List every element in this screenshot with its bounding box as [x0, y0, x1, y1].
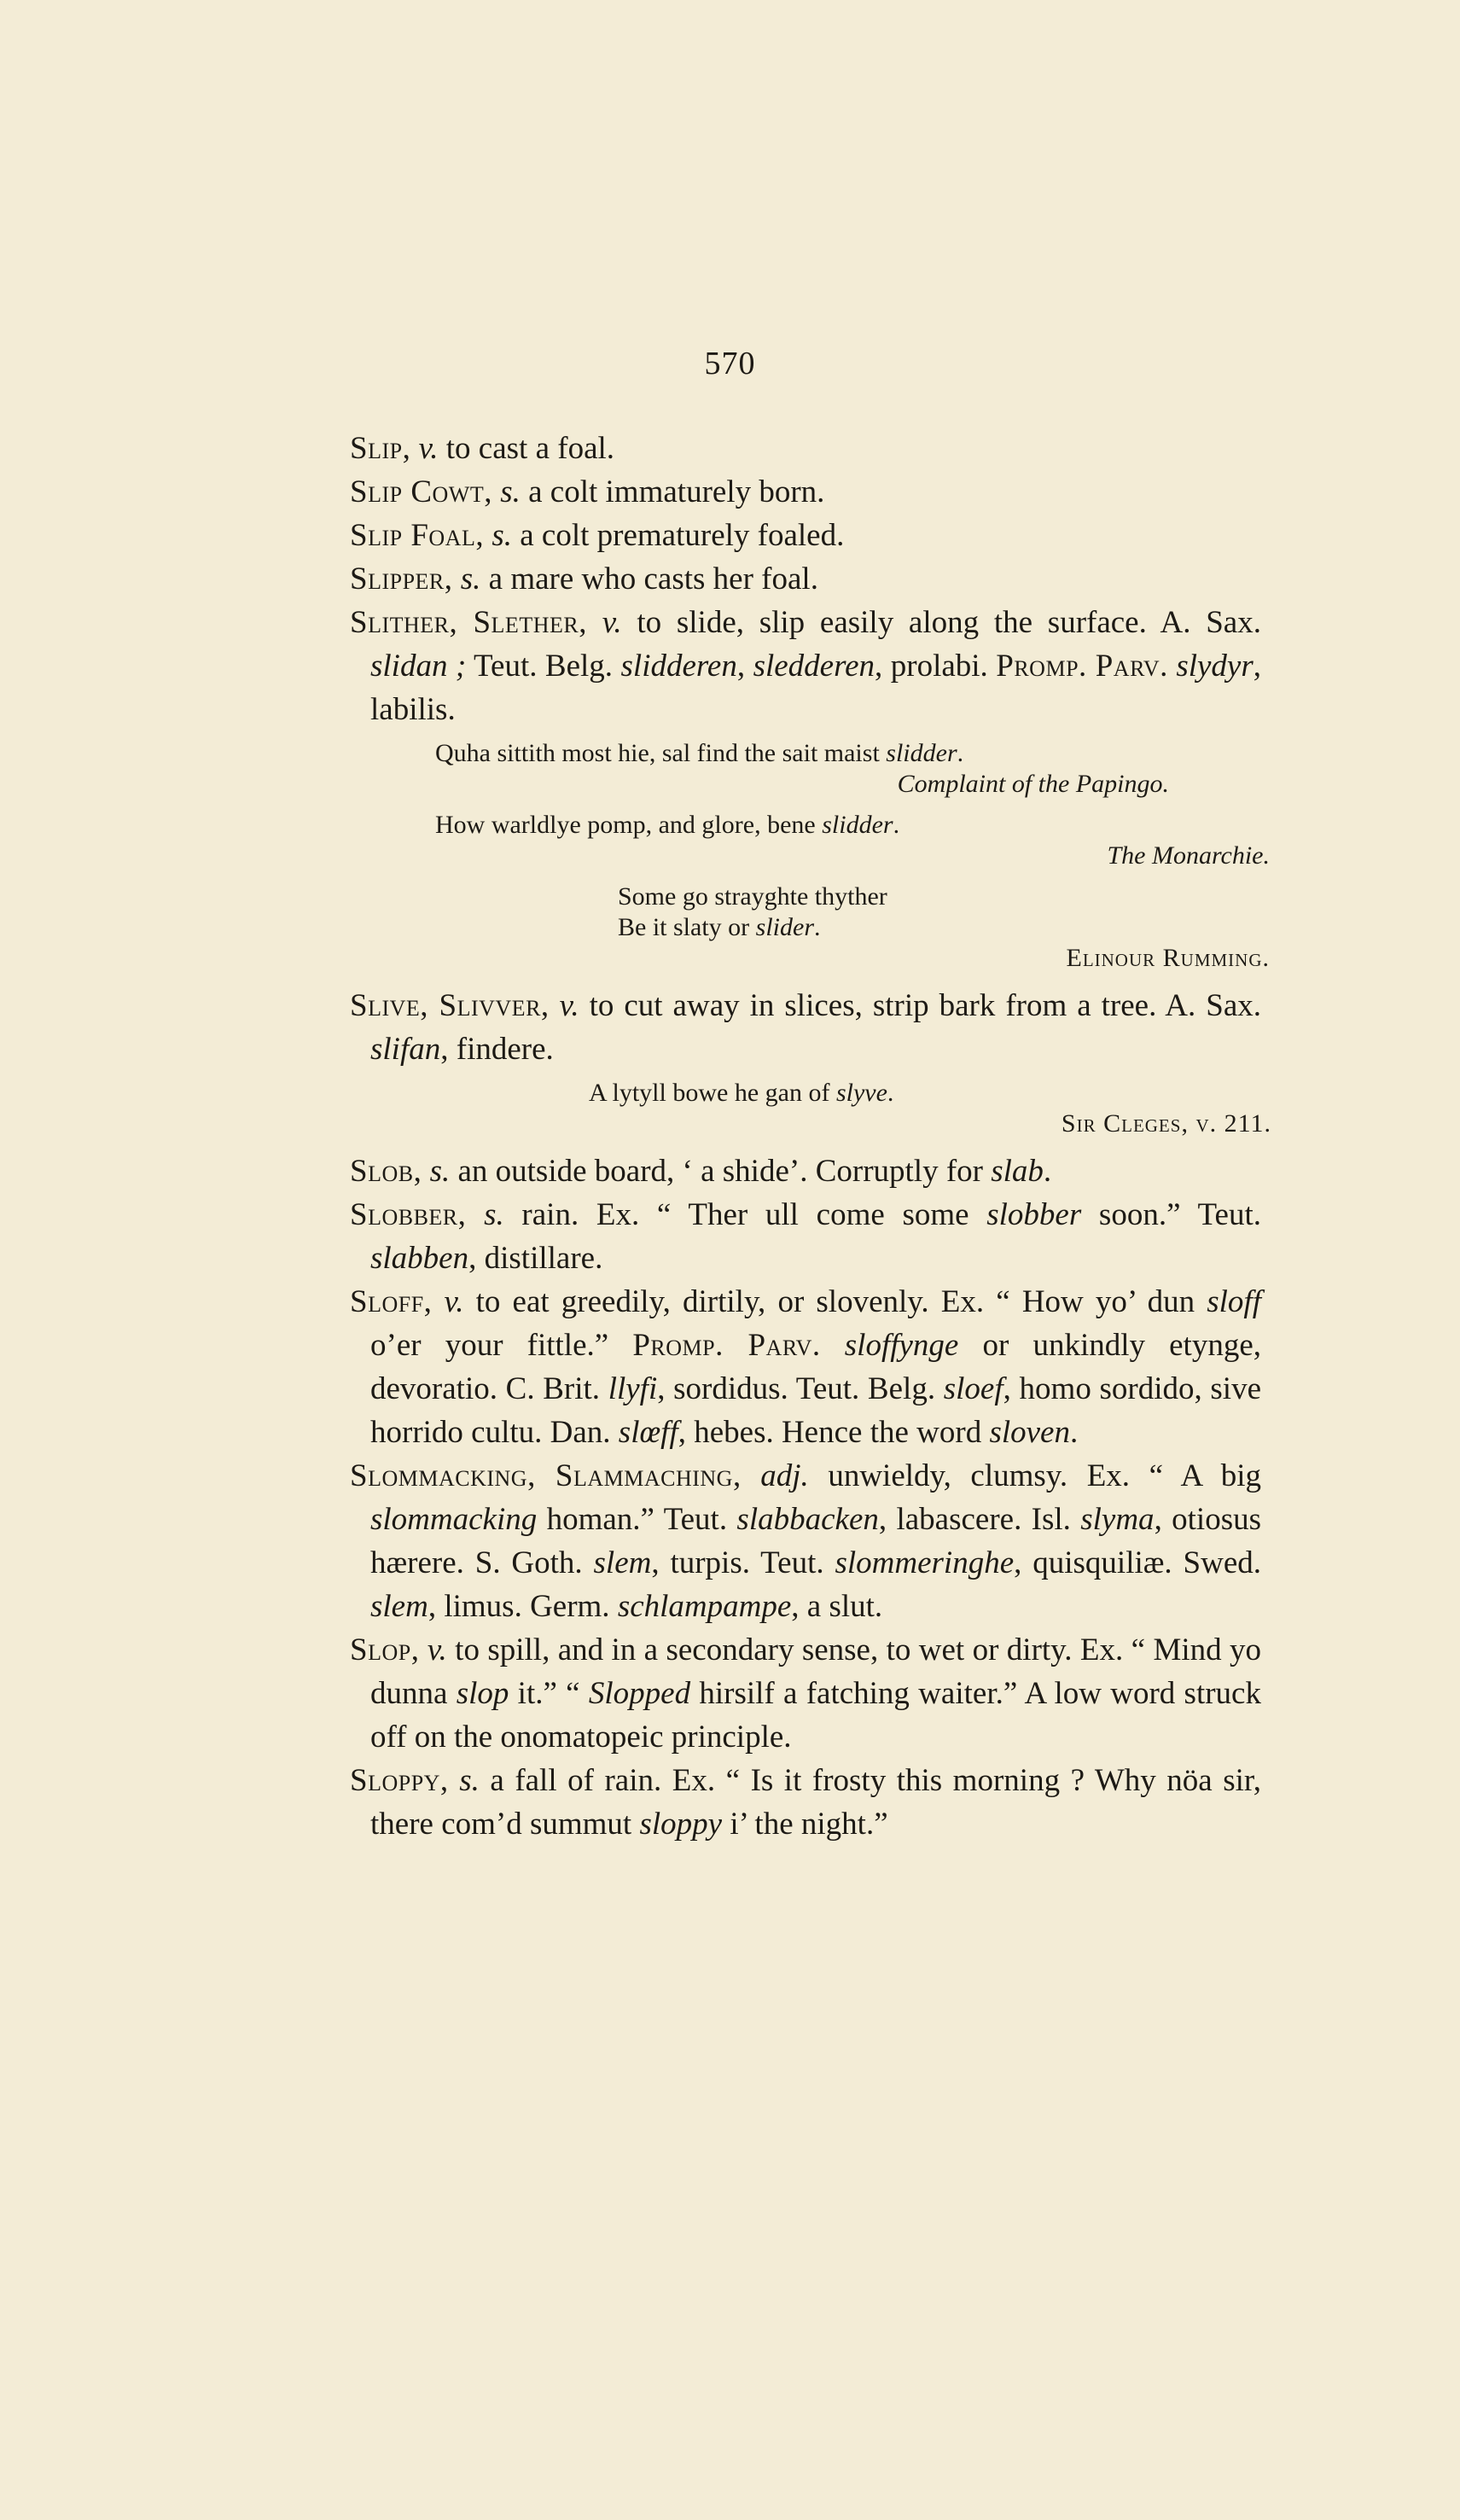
etymon: slab: [991, 1154, 1044, 1189]
quotation: [618, 882, 1270, 974]
entry-slip-foal: [350, 514, 1261, 557]
quotation-source: Complaint of the Papingo.: [897, 770, 1169, 798]
quotation-line: Quha sittith most hie, sal find the sait maist slidder.: [435, 739, 964, 767]
page-number: 570: [704, 346, 756, 381]
definition: ,: [736, 649, 753, 684]
quotation-source: Elinour Rumming.: [1066, 944, 1270, 972]
definition: to spill, and in a secondary sense, to wet or dirty. Ex. “ Mind yo dunna: [370, 1632, 1261, 1711]
etymon: slabben: [370, 1241, 469, 1276]
definition: , otiosus hærere. S. Goth.: [370, 1502, 1261, 1580]
etymon: slyma: [1080, 1502, 1155, 1537]
quotation-line: A lytyll bowe he gan of slyve.: [589, 1079, 894, 1107]
source-reference: Promp. Parv.: [996, 649, 1168, 684]
quotation: [589, 1078, 1271, 1139]
headword: Sloppy,: [350, 1763, 449, 1798]
entry-sloppy: [350, 1759, 1261, 1846]
entry-slob: [350, 1149, 1261, 1193]
definition: , limus. Germ.: [428, 1589, 618, 1624]
entry-slive: [350, 984, 1261, 1071]
quotation-line: Some go strayghte thyther: [618, 882, 887, 911]
etymon: sloff: [1207, 1284, 1261, 1319]
headword: Slommacking, Slammaching,: [350, 1458, 742, 1493]
etymon: slifan: [370, 1032, 441, 1067]
definition: to cast a foal.: [438, 431, 615, 466]
definition: to slide, slip easily along the surface. A. Sax.: [621, 605, 1261, 640]
etymon: llyfi: [608, 1371, 658, 1406]
definition: o’er your fittle.”: [370, 1328, 633, 1363]
etymon: slobber: [986, 1197, 1082, 1232]
headword: Slipper,: [350, 562, 453, 597]
definition: a fall of rain. Ex. “ Is it frosty this morning ? Why nöa sir, there com’d summut: [370, 1763, 1261, 1842]
etymon: sledderen: [753, 649, 875, 684]
definition: i’ the night.”: [722, 1807, 888, 1842]
definition: , distillare.: [468, 1241, 603, 1276]
entry-slop: [350, 1628, 1261, 1759]
headword: Slip,: [350, 431, 411, 466]
etymon: slidan ;: [370, 649, 467, 684]
quotation: [435, 810, 1270, 871]
definition: to eat greedily, dirtily, or slovenly. Ex. “ How yo’ dun: [463, 1284, 1207, 1319]
definition: a mare who casts her foal.: [480, 562, 818, 597]
definition: [1168, 649, 1176, 684]
definition: hirsilf a fatching waiter.” A low word struck off on the onomatopeic principle.: [370, 1676, 1261, 1755]
headword: Slip Foal,: [350, 518, 485, 553]
definition: unwieldy, clumsy. Ex. “ A big: [808, 1458, 1262, 1493]
headword: Slob,: [350, 1154, 422, 1189]
definition: , prolabi.: [875, 649, 997, 684]
etymon: sloffynge: [844, 1328, 959, 1363]
part-of-speech: v.: [418, 431, 439, 466]
part-of-speech: v.: [444, 1284, 464, 1319]
part-of-speech: s.: [492, 518, 512, 553]
quotation-line: Be it slaty or slider.: [618, 913, 821, 941]
part-of-speech: s.: [459, 1763, 480, 1798]
part-of-speech: adj.: [760, 1458, 809, 1493]
entry-slip: [350, 427, 1261, 470]
dictionary-entries: [350, 427, 1271, 1846]
part-of-speech: s.: [460, 562, 481, 597]
definition: a colt immaturely born.: [520, 474, 825, 509]
definition: , labascere. Isl.: [878, 1502, 1081, 1537]
headword: Slobber,: [350, 1197, 467, 1232]
headword: Slip Cowt,: [350, 474, 492, 509]
definition: .: [1069, 1415, 1079, 1450]
definition: , a slut.: [791, 1589, 883, 1624]
entry-slither: [350, 601, 1261, 731]
part-of-speech: v.: [602, 605, 622, 640]
quotation-source: Sir Cleges, v. 211.: [1061, 1109, 1271, 1138]
entry-slip-cowt: [350, 470, 1261, 514]
definition: a colt prematurely foaled.: [512, 518, 845, 553]
definition: Teut. Belg.: [466, 649, 621, 684]
etymon: slem: [593, 1545, 652, 1580]
definition: homan.” Teut.: [537, 1502, 737, 1537]
definition: .: [1043, 1154, 1052, 1189]
part-of-speech: v.: [559, 988, 579, 1023]
etymon: sloven: [989, 1415, 1070, 1450]
headword: Slop,: [350, 1632, 420, 1667]
etymon: slydyr: [1176, 649, 1254, 684]
definition: it.” “: [509, 1676, 589, 1711]
etymon: sloppy: [639, 1807, 723, 1842]
part-of-speech: s.: [484, 1197, 504, 1232]
definition: or unkindly etynge, devoratio. C. Brit.: [370, 1328, 1262, 1406]
quotation-block: [350, 1078, 1271, 1139]
etymon: slem: [370, 1589, 428, 1624]
etymon: slœff: [618, 1415, 678, 1450]
definition: , hebes. Hence the word: [678, 1415, 990, 1450]
etymon: slabbacken: [736, 1502, 879, 1537]
headword: Slive, Slivver,: [350, 988, 550, 1023]
entry-sloff: [350, 1280, 1261, 1454]
definition: rain. Ex. “ Ther ull come some: [503, 1197, 987, 1232]
definition: [821, 1328, 845, 1363]
definition: , labilis.: [370, 649, 1262, 727]
etymon: schlampampe: [617, 1589, 792, 1624]
definition: , quisquiliæ. Swed.: [1014, 1545, 1261, 1580]
etymon: slommacking: [370, 1502, 538, 1537]
source-reference: Promp. Parv.: [632, 1328, 821, 1363]
etymon: slidderen: [620, 649, 737, 684]
quotation: [435, 738, 1169, 800]
definition: , findere.: [440, 1032, 554, 1067]
headword: Sloff,: [350, 1284, 433, 1319]
part-of-speech: v.: [427, 1632, 447, 1667]
etymon: slop: [456, 1676, 509, 1711]
part-of-speech: s.: [500, 474, 521, 509]
headword: Slither, Slether,: [350, 605, 587, 640]
definition: , homo sordido, sive horrido cultu. Dan.: [370, 1371, 1261, 1450]
entry-slipper: [350, 557, 1261, 601]
quotation-source: The Monarchie.: [1107, 841, 1270, 870]
part-of-speech: s.: [429, 1154, 451, 1189]
quotation-block: [350, 738, 1270, 974]
quotation-line: How warldlye pomp, and glore, bene slidder.: [435, 811, 900, 839]
entry-slommacking: [350, 1454, 1261, 1628]
definition: an outside board, ‘ a shide’. Corruptly for: [450, 1154, 992, 1189]
etymon: Slopped: [588, 1676, 691, 1711]
etymon: slommeringhe: [835, 1545, 1015, 1580]
definition: , turpis. Teut.: [651, 1545, 835, 1580]
definition: , sordidus. Teut. Belg.: [657, 1371, 944, 1406]
etymon: sloef: [943, 1371, 1003, 1406]
definition: soon.” Teut.: [1081, 1197, 1261, 1232]
entry-slobber: [350, 1193, 1261, 1280]
definition: to cut away in slices, strip bark from a tree. A. Sax.: [579, 988, 1262, 1023]
